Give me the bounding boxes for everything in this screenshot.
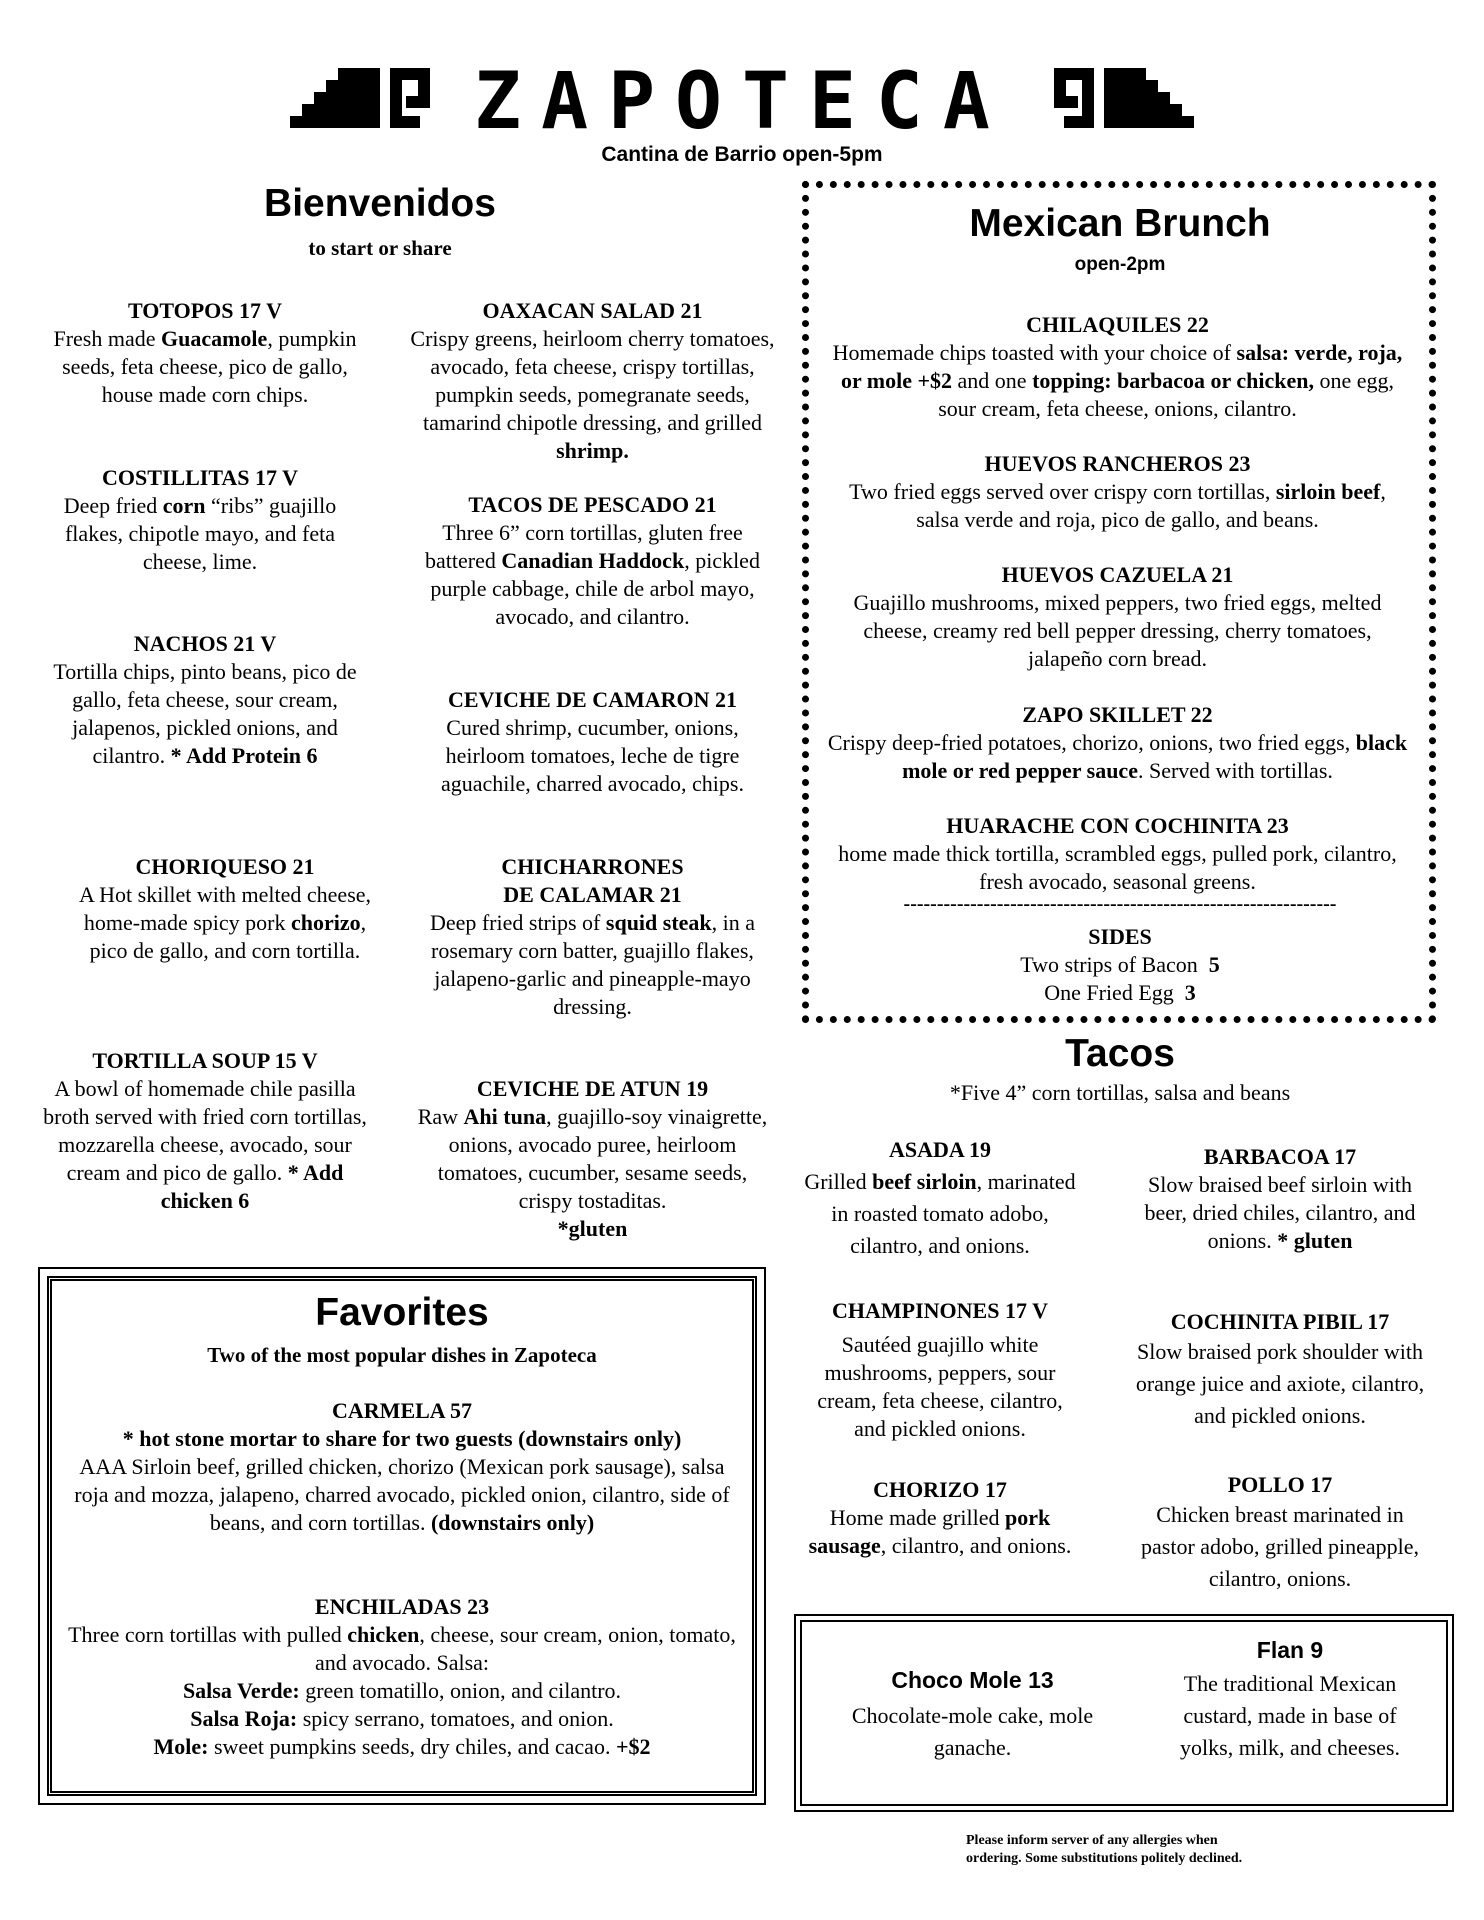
item-description: Deep fried corn “ribs” guajillo flakes, chipotle mayo, and feta cheese, lime. xyxy=(63,493,337,574)
bienvenidos-subtitle: to start or share xyxy=(308,236,452,260)
item-title: HUARACHE CON COCHINITA 23 xyxy=(946,813,1289,838)
bienvenidos-title: Bienvenidos xyxy=(264,182,496,225)
item-description: A Hot skillet with melted cheese, home-made spicy pork chorizo, pico de gallo, and corn tortilla. xyxy=(78,882,372,963)
item-title: NACHOS 21 V xyxy=(133,631,277,656)
side-price: 5 xyxy=(1208,952,1220,977)
menu-item-cochinita-pibil xyxy=(1130,1308,1430,1432)
item-description: Slow braised pork shoulder with orange juice and axiote, cilantro, and pickled onions. xyxy=(1135,1339,1425,1428)
item-description: Crispy deep-fried potatoes, chorizo, onions, two fried eggs, black mole or red pepper sauce. Served with tortillas. xyxy=(827,730,1408,783)
item-description: Deep fried strips of squid steak, in a rosemary corn batter, guajillo flakes, jalapeno-garlic and pineapple-mayo dressing. xyxy=(429,910,756,1019)
menu-item-zapo-skillet xyxy=(825,701,1410,785)
menu-item-enchiladas xyxy=(60,1593,744,1761)
menu-item-chorizo xyxy=(805,1476,1075,1560)
item-description: Slow braised beef sirloin with beer, dried chiles, cilantro, and onions. * gluten xyxy=(1144,1172,1416,1253)
menu-item-carmela xyxy=(60,1397,744,1537)
item-title: COCHINITA PIBIL 17 xyxy=(1170,1309,1390,1334)
item-description: A bowl of homemade chile pasilla broth served with fried corn tortillas, mozzarella cheese, avocado, sour cream and pico de gallo. * Add chicken 6 xyxy=(43,1076,367,1213)
menu-item-huevos-rancheros xyxy=(835,450,1400,534)
item-description: Tortilla chips, pinto beans, pico de gallo, feta cheese, sour cream, jalapenos, pickled onions, and cilantro. * Add Protein 6 xyxy=(53,659,357,768)
item-title: CHILAQUILES 22 xyxy=(1026,312,1209,337)
item-description: Chicken breast marinated in pastor adobo, grilled pineapple, cilantro, onions. xyxy=(1141,1502,1419,1591)
item-title: ASADA 19 xyxy=(888,1137,992,1162)
item-description: home made thick tortilla, scrambled eggs, pulled pork, cilantro, fresh avocado, seasonal greens. xyxy=(838,841,1397,894)
allergy-note-line: ordering. Some substitutions politely declined. xyxy=(966,1851,1243,1866)
item-title: OAXACAN SALAD 21 xyxy=(482,298,703,323)
menu-item-choriqueso xyxy=(75,853,375,965)
menu-item-oaxacan-salad xyxy=(405,297,780,465)
item-title: TACOS DE PESCADO 21 xyxy=(468,492,717,517)
item-title: HUEVOS RANCHEROS 23 xyxy=(984,451,1251,476)
item-description: Cured shrimp, cucumber, onions, heirloom tomatoes, leche de tigre aguachile, charred avocado, chips. xyxy=(441,715,744,796)
side-item xyxy=(830,979,1410,1007)
side-price: 3 xyxy=(1184,980,1196,1005)
menu-item-barbacoa xyxy=(1135,1143,1425,1255)
menu-item-pollo xyxy=(1135,1471,1425,1595)
tacos-title: Tacos xyxy=(1065,1032,1175,1075)
item-title: TOTOPOS 17 V xyxy=(127,298,283,323)
allergy-note-line: Please inform server of any allergies when xyxy=(966,1833,1218,1848)
item-title: ZAPO SKILLET 22 xyxy=(1022,702,1213,727)
tacos-subtitle: *Five 4” corn tortillas, salsa and beans xyxy=(949,1080,1291,1105)
item-description: Crispy greens, heirloom cherry tomatoes, avocado, feta cheese, crispy tortillas, pumpkin seeds, pomegranate seeds, tamarind chipotle dressing, and grilled shrimp. xyxy=(410,326,775,463)
menu-item-totopos xyxy=(40,297,370,409)
item-description: Three 6” corn tortillas, gluten free battered Canadian Haddock, pickled purple cabbage, chile de arbol mayo, avocado, and cilantro. xyxy=(425,520,760,629)
dessert-description: The traditional Mexican custard, made in base of yolks, milk, and cheeses. xyxy=(1180,1671,1400,1760)
menu-item-chicharrones-de-calamar xyxy=(410,853,775,1021)
item-description: Sautéed guajillo white mushrooms, peppers, sour cream, feta cheese, cilantro, and pickled onions. xyxy=(817,1332,1063,1441)
brunch-hours: open-2pm xyxy=(1074,254,1166,275)
item-description: Guajillo mushrooms, mixed peppers, two fried eggs, melted cheese, creamy red bell pepper dressing, cherry tomatoes, jalapeño corn bread. xyxy=(853,590,1382,671)
favorites-subtitle: Two of the most popular dishes in Zapoteca xyxy=(207,1343,597,1367)
menu-item-costillitas xyxy=(40,464,360,576)
item-title: HUEVOS CAZUELA 21 xyxy=(1001,562,1234,587)
brunch-title: Mexican Brunch xyxy=(969,202,1271,245)
item-description: Two fried eggs served over crispy corn tortillas, sirloin beef, salsa verde and roja, pico de gallo, and beans. xyxy=(849,479,1386,532)
item-note: * hot stone mortar to share for two guests (downstairs only) xyxy=(122,1426,682,1451)
item-title: CHAMPINONES 17 V xyxy=(832,1298,1048,1323)
item-title: POLLO 17 xyxy=(1227,1472,1333,1497)
dessert-description: Chocolate-mole cake, mole ganache. xyxy=(851,1703,1094,1760)
side-label: Two strips of Bacon xyxy=(1020,952,1198,977)
item-title: ENCHILADAS 23 xyxy=(314,1594,490,1619)
menu-item-huarache xyxy=(835,812,1400,896)
item-title: COSTILLITAS 17 V xyxy=(101,465,299,490)
item-title: CARMELA 57 xyxy=(332,1398,472,1423)
item-title: CEVICHE DE CAMARON 21 xyxy=(447,687,738,712)
side-item xyxy=(830,951,1410,979)
item-title: CHORIQUESO 21 xyxy=(135,854,315,879)
item-description: Homemade chips toasted with your choice of salsa: verde, roja, or mole +$2 and one topping: barbacoa or chicken, one egg, sour cream, feta cheese, onions, cilantro. xyxy=(832,340,1403,421)
allergy-note xyxy=(966,1832,1426,1868)
item-description: Fresh made Guacamole, pumpkin seeds, feta cheese, pico de gallo, house made corn chips. xyxy=(53,326,357,407)
item-title: CHICHARRONES DE CALAMAR 21 xyxy=(501,854,684,907)
sides-section xyxy=(830,923,1410,1007)
tagline-name: Cantina de Barrio xyxy=(601,143,777,166)
favorites-title: Favorites xyxy=(315,1291,489,1334)
item-title: TORTILLA SOUP 15 V xyxy=(92,1048,318,1073)
menu-item-chilaquiles xyxy=(825,311,1410,423)
brunch-divider: ----------------------------------------------------------------- xyxy=(903,893,1337,915)
dessert-flan xyxy=(1155,1634,1425,1764)
menu-item-asada xyxy=(800,1134,1080,1262)
item-title: CEVICHE DE ATUN 19 xyxy=(476,1076,709,1101)
menu-item-tacos-de-pescado xyxy=(405,491,780,631)
item-description: Three corn tortillas with pulled chicken, cheese, sour cream, onion, tomato, and avocado. Salsa: Salsa Verde: green tomatillo, onion, and cilantro. Salsa Roja: spicy serrano, tomatoes, and onion. Mole: sweet pumpkins seeds, dry chiles, and cacao. +$2 xyxy=(68,1622,736,1759)
logo-text: ZAPOTECA xyxy=(474,62,1010,140)
side-label: One Fried Egg xyxy=(1044,980,1174,1005)
dessert-choco-mole xyxy=(825,1664,1120,1764)
menu-item-tortilla-soup xyxy=(40,1047,370,1215)
menu-item-huevos-cazuela xyxy=(825,561,1410,673)
item-description: Home made grilled pork sausage, cilantro, and onions. xyxy=(808,1505,1072,1558)
menu-item-champinones xyxy=(800,1297,1080,1443)
item-title: BARBACOA 17 xyxy=(1203,1144,1357,1169)
dessert-title: Flan 9 xyxy=(1256,1637,1324,1663)
zapoteca-logo xyxy=(290,62,1194,140)
item-title: CHORIZO 17 xyxy=(873,1477,1007,1502)
item-description: Raw Ahi tuna, guajillo-soy vinaigrette, onions, avocado puree, heirloom tomatoes, cucumber, sesame seeds, crispy tostaditas. *gluten xyxy=(417,1104,768,1241)
menu-item-ceviche-de-atun xyxy=(415,1075,770,1243)
tagline xyxy=(0,143,1484,167)
tagline-hours: open-5pm xyxy=(782,143,883,166)
sides-title: SIDES xyxy=(1088,924,1152,949)
menu-item-ceviche-de-camaron xyxy=(415,686,770,798)
item-description: AAA Sirloin beef, grilled chicken, chorizo (Mexican pork sausage), salsa roja and mozza, jalapeno, charred avocado, pickled onion, cilantro, side of beans, and corn tortillas. (downstairs only) xyxy=(74,1454,730,1535)
item-description: Grilled beef sirloin, marinated in roasted tomato adobo, cilantro, and onions. xyxy=(804,1169,1076,1258)
menu-item-nachos xyxy=(50,630,360,770)
dessert-title: Choco Mole 13 xyxy=(891,1667,1054,1693)
